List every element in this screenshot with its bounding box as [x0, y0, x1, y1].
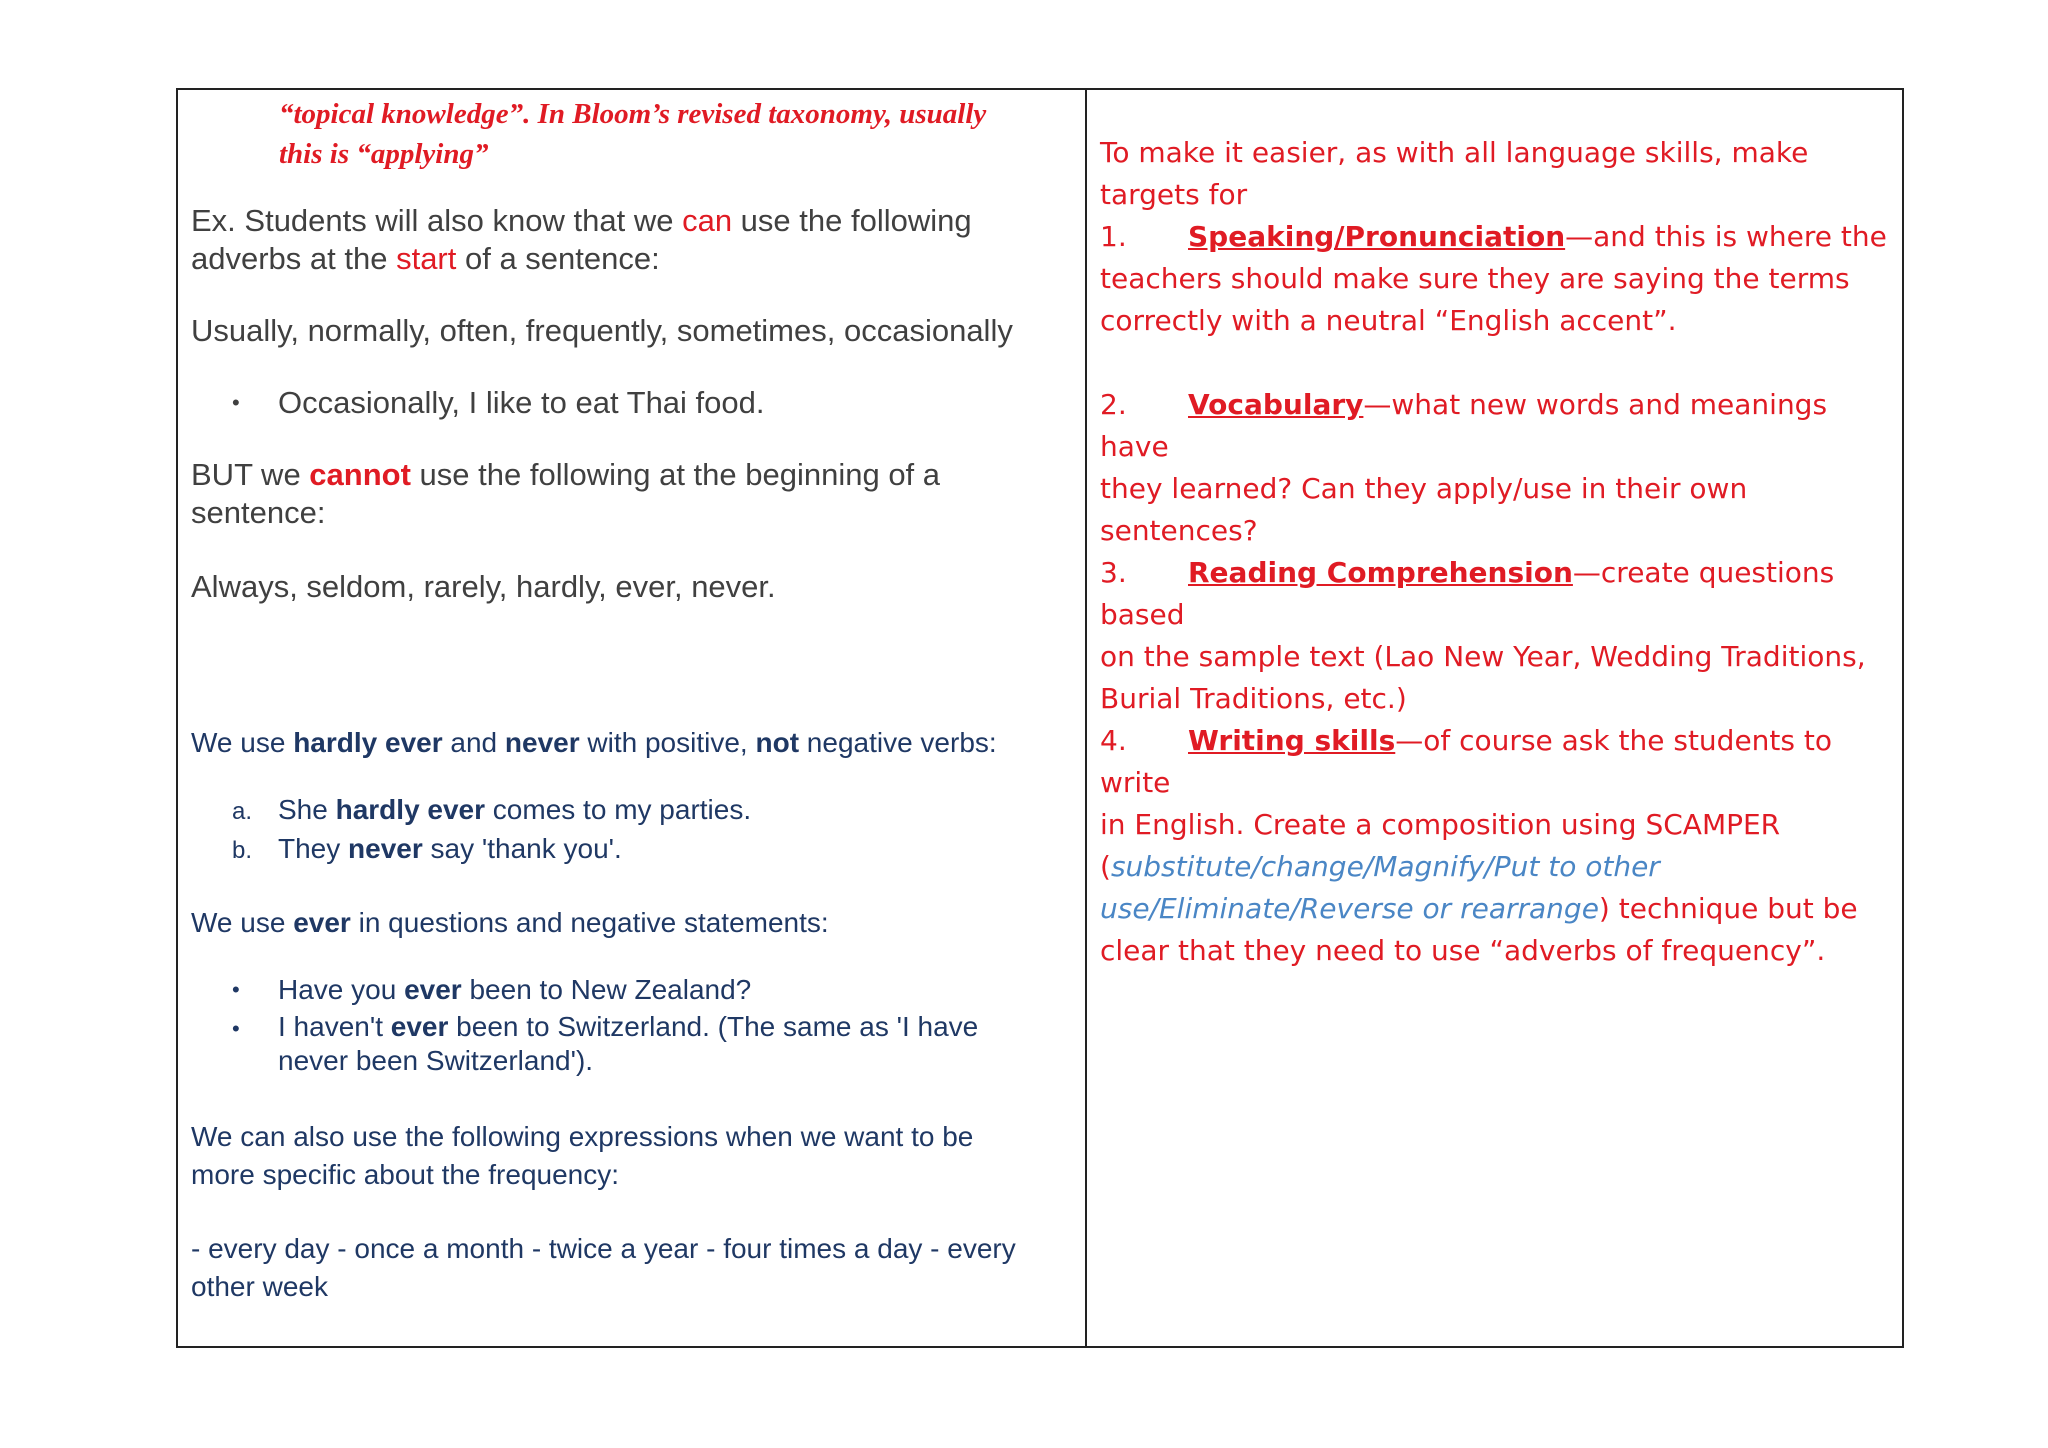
bullet-icon: • [232, 1016, 240, 1041]
bullet-icon: • [232, 390, 240, 415]
list-item: Have you ever been to New Zealand? [278, 974, 752, 1005]
expressions-paragraph: - every day - once a month - twice a year - four times a day - every other week [191, 1233, 1016, 1302]
also-paragraph: We can also use the following expressions when we want to be more specific about the frequency: [191, 1121, 974, 1190]
usually-list: Usually, normally, often, frequently, sometimes, occasionally [191, 313, 1013, 348]
highlight-can: can [682, 203, 733, 238]
hardly-ever-rule: We use hardly ever and never with positive, not negative verbs: [191, 727, 997, 758]
bloom-note [279, 94, 1069, 174]
highlight-start: start [396, 241, 457, 276]
target-item-reading: 3. Reading Comprehension—create questions based on the sample text (Lao New Year, Wedding Traditions, Burial Traditions, etc.) [1100, 556, 1866, 715]
left-column [178, 90, 1087, 1346]
always-list: Always, seldom, rarely, hardly, ever, never. [191, 569, 776, 604]
example-line: adverbs at the start of a sentence: [191, 241, 660, 276]
list-item: She hardly ever comes to my parties. [278, 794, 752, 825]
target-item-speaking: 1. Speaking/Pronunciation—and this is where the teachers should make sure they are saying the terms correctly with a neutral “English accent”. [1100, 220, 1887, 337]
list-item: I haven't ever been to Switzerland. (The same as 'I have never been Switzerland'). [278, 1011, 979, 1076]
list-item: Occasionally, I like to eat Thai food. [278, 385, 765, 420]
bullet-icon: • [232, 977, 240, 1002]
but-paragraph: BUT we cannot use the following at the beginning of a sentence: [191, 457, 941, 530]
intro-paragraph: To make it easier, as with all language skills, make targets for 1. Speaking/Pronunciation—and this is where the teachers should make sure they are saying the terms correctly with a neutral “English accent”. [1100, 132, 1900, 342]
ever-rule: We use ever in questions and negative statements: [191, 907, 829, 938]
example-line: Ex. Students will also know that we can use the following [191, 203, 972, 238]
highlight-cannot: cannot [309, 457, 411, 492]
content-table [176, 88, 1904, 1348]
right-column [1087, 90, 1902, 1346]
target-item-writing: 4. Writing skills—of course ask the students to write in English. Create a composition using SCAMPER (substitute/change/Magnify/Put to other use/Eliminate/Reverse or rearrange) technique but be clear that they need to use “adverbs of frequency”. [1100, 724, 1858, 967]
list-item: They never say 'thank you'. [278, 833, 622, 864]
bloom-note-line: this is “applying” [279, 138, 489, 170]
list-marker: a. [232, 798, 253, 825]
target-item-vocabulary: 2. Vocabulary—what new words and meanings have they learned? Can they apply/use in their own sentences? [1100, 388, 1828, 547]
bloom-note-line: “topical knowledge”. In Bloom’s revised taxonomy, usually [279, 98, 987, 130]
example-paragraph [191, 202, 1071, 278]
list-marker: b. [232, 837, 253, 864]
